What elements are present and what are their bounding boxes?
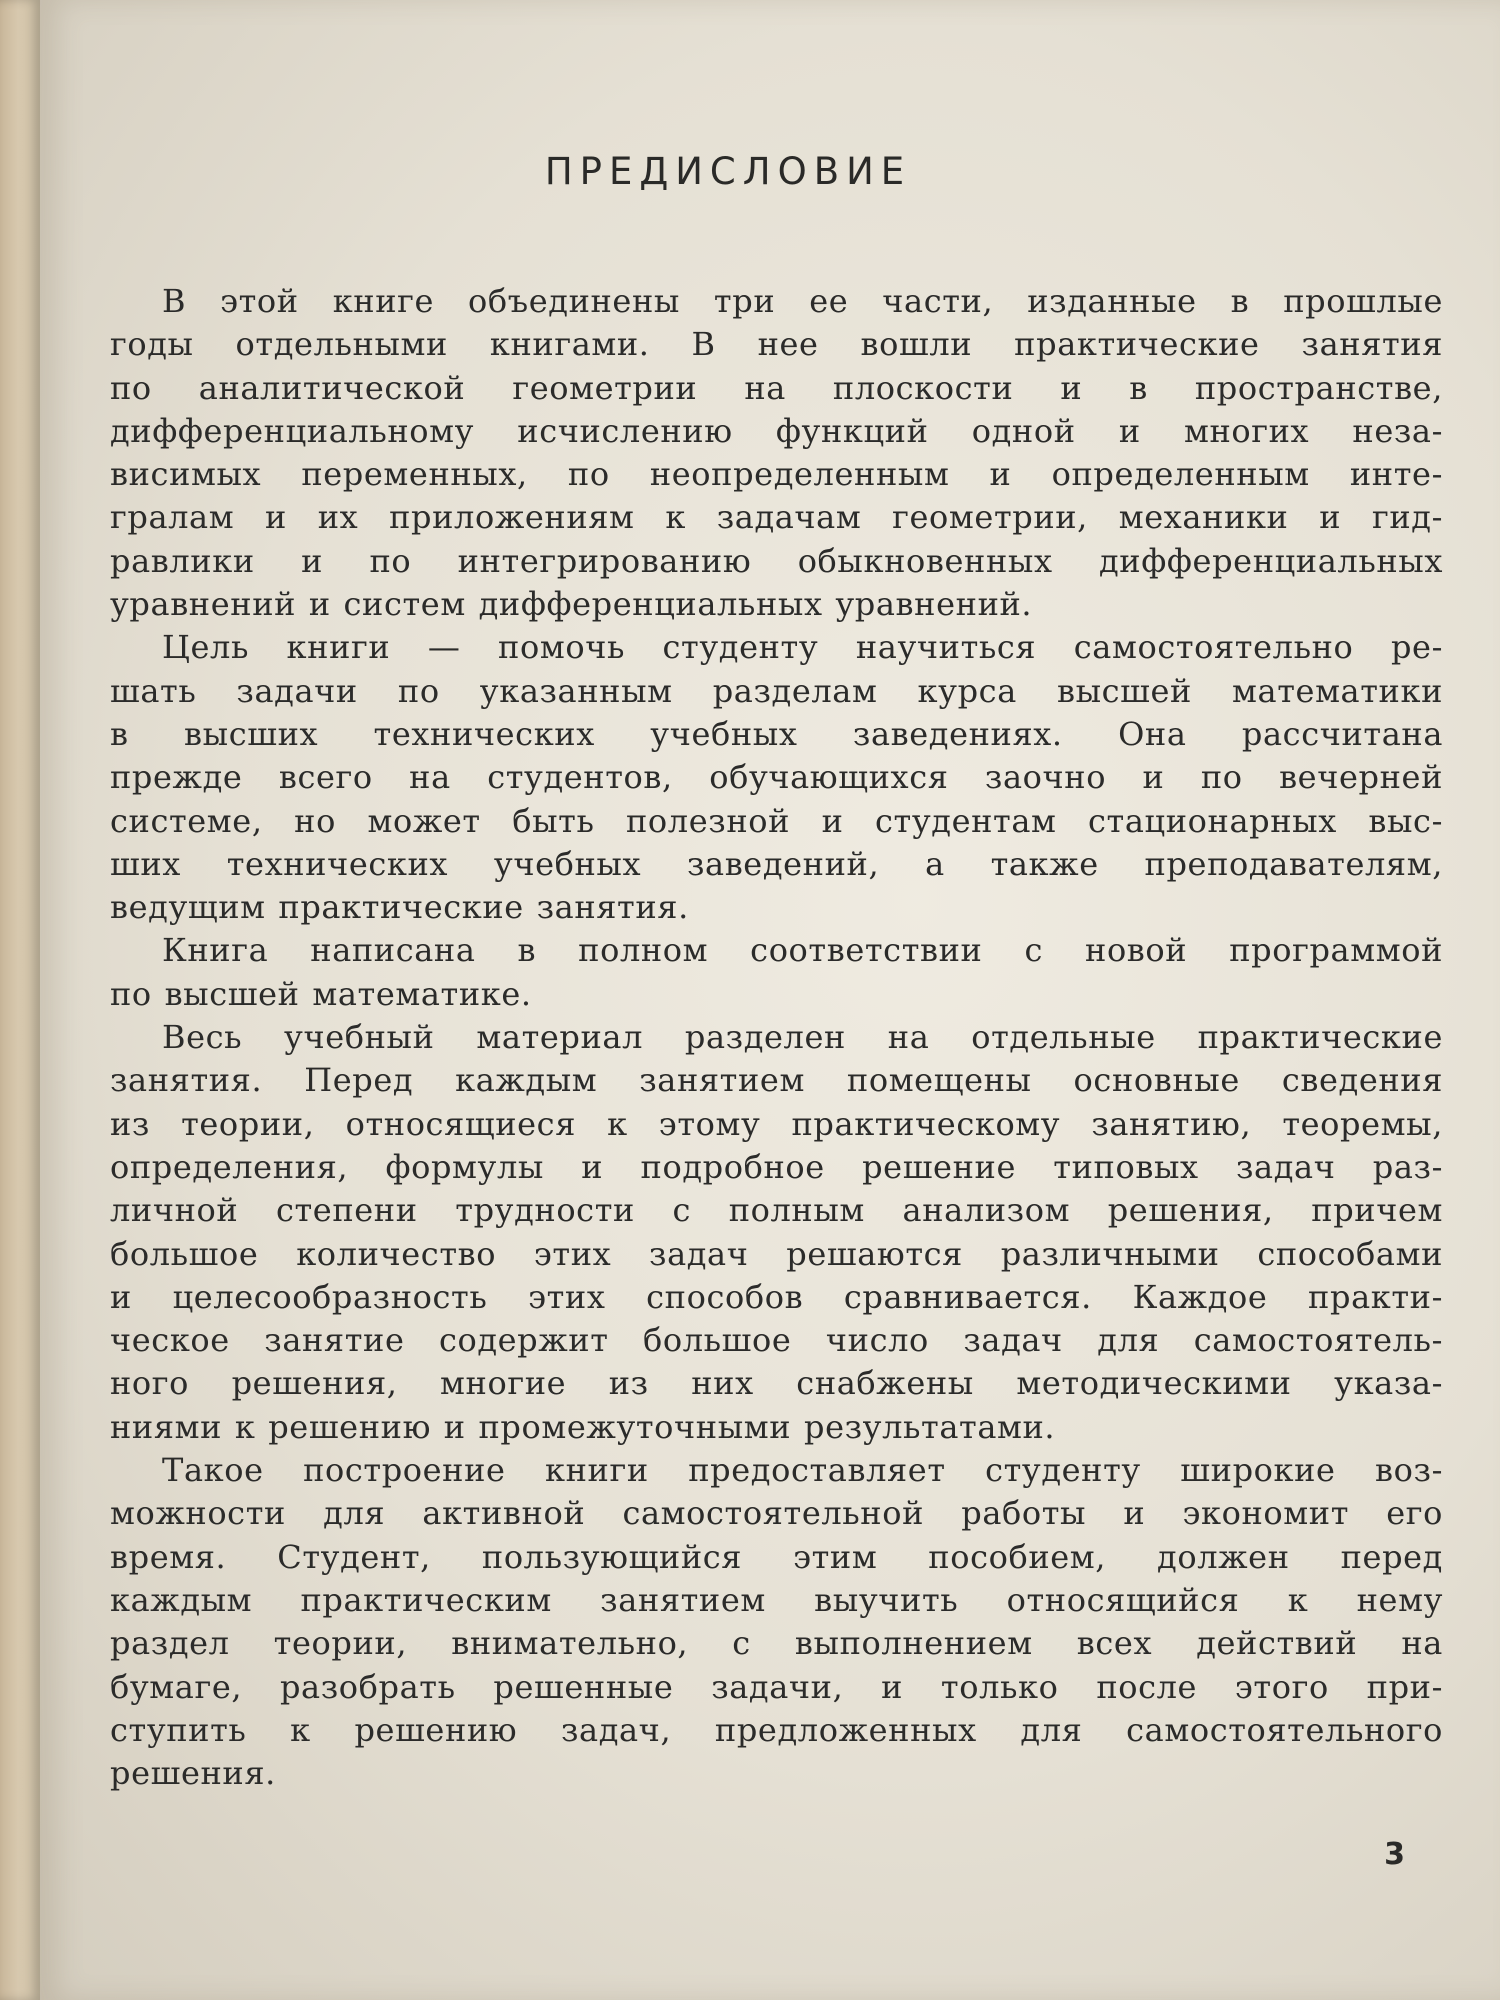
text-line: занятия. Перед каждым занятием помещены основные сведения: [110, 1061, 1443, 1100]
preface-text: [110, 280, 1443, 1795]
text-line: и целесообразность этих способов сравнивается. Каждое практи-: [110, 1277, 1443, 1316]
text-line: раздел теории, внимательно, с выполнением всех действий на: [110, 1624, 1443, 1663]
text-line: годы отдельными книгами. В нее вошли практические занятия: [110, 325, 1443, 364]
page-title: ПРЕДИСЛОВИЕ: [544, 150, 912, 193]
text-line: шать задачи по указанным разделам курса высшей математики: [110, 671, 1443, 710]
text-line: бумаге, разобрать решенные задачи, и только после этого при-: [110, 1667, 1443, 1706]
text-line: гралам и их приложениям к задачам геометрии, механики и гид-: [110, 498, 1443, 537]
text-line: В этой книге объединены три ее части, изданные в прошлые: [162, 282, 1443, 320]
text-line: уравнений и систем дифференциальных уравнений.: [110, 585, 1033, 624]
text-line: ступить к решению задач, предложенных для самостоятельного: [110, 1710, 1443, 1749]
text-line: можности для активной самостоятельной работы и экономит его: [110, 1494, 1443, 1533]
text-line: ческое занятие содержит большое число задач для самостоятель-: [110, 1321, 1443, 1360]
text-line: время. Студент, пользующийся этим пособием, должен перед: [110, 1537, 1443, 1576]
text-line: личной степени трудности с полным анализом решения, причем: [110, 1191, 1443, 1230]
text-line: из теории, относящиеся к этому практическому занятию, теоремы,: [110, 1104, 1443, 1143]
text-line: висимых переменных, по неопределенным и определенным инте-: [110, 455, 1443, 494]
text-line: Весь учебный материал разделен на отдельные практические: [162, 1018, 1443, 1057]
text-line: в высших технических учебных заведениях. Она рассчитана: [110, 714, 1443, 753]
text-line: решения.: [110, 1754, 276, 1793]
text-line: дифференциальному исчислению функций одной и многих неза-: [110, 411, 1443, 450]
text-line: по аналитической геометрии на плоскости и в пространстве,: [110, 368, 1443, 407]
text-line: ного решения, многие из них снабжены методическими указа-: [110, 1364, 1443, 1403]
text-line: ведущим практические занятия.: [110, 888, 689, 927]
text-line: определения, формулы и подробное решение типовых задач раз-: [110, 1147, 1443, 1186]
book-page: [40, 0, 1500, 2000]
text-line: Книга написана в полном соответствии с новой программой: [162, 931, 1443, 970]
text-line: Такое построение книги предоставляет студенту широкие воз-: [162, 1451, 1443, 1490]
text-line: Цель книги — помочь студенту научиться самостоятельно ре-: [162, 628, 1443, 667]
text-line: по высшей математике.: [110, 974, 532, 1013]
text-line: ниями к решению и промежуточными результатами.: [110, 1407, 1056, 1446]
text-line: прежде всего на студентов, обучающихся заочно и по вечерней: [110, 758, 1443, 797]
text-line: равлики и по интегрированию обыкновенных дифференциальных: [110, 541, 1443, 580]
previous-page-edge: [0, 0, 40, 2000]
text-line: каждым практическим занятием выучить относящийся к нему: [110, 1580, 1443, 1619]
text-line: большое количество этих задач решаются различными способами: [110, 1234, 1443, 1273]
text-line: ших технических учебных заведений, а также преподавателям,: [110, 844, 1443, 883]
text-line: системе, но может быть полезной и студентам стационарных выс-: [110, 801, 1443, 840]
page-number: 3: [1384, 1837, 1405, 1872]
